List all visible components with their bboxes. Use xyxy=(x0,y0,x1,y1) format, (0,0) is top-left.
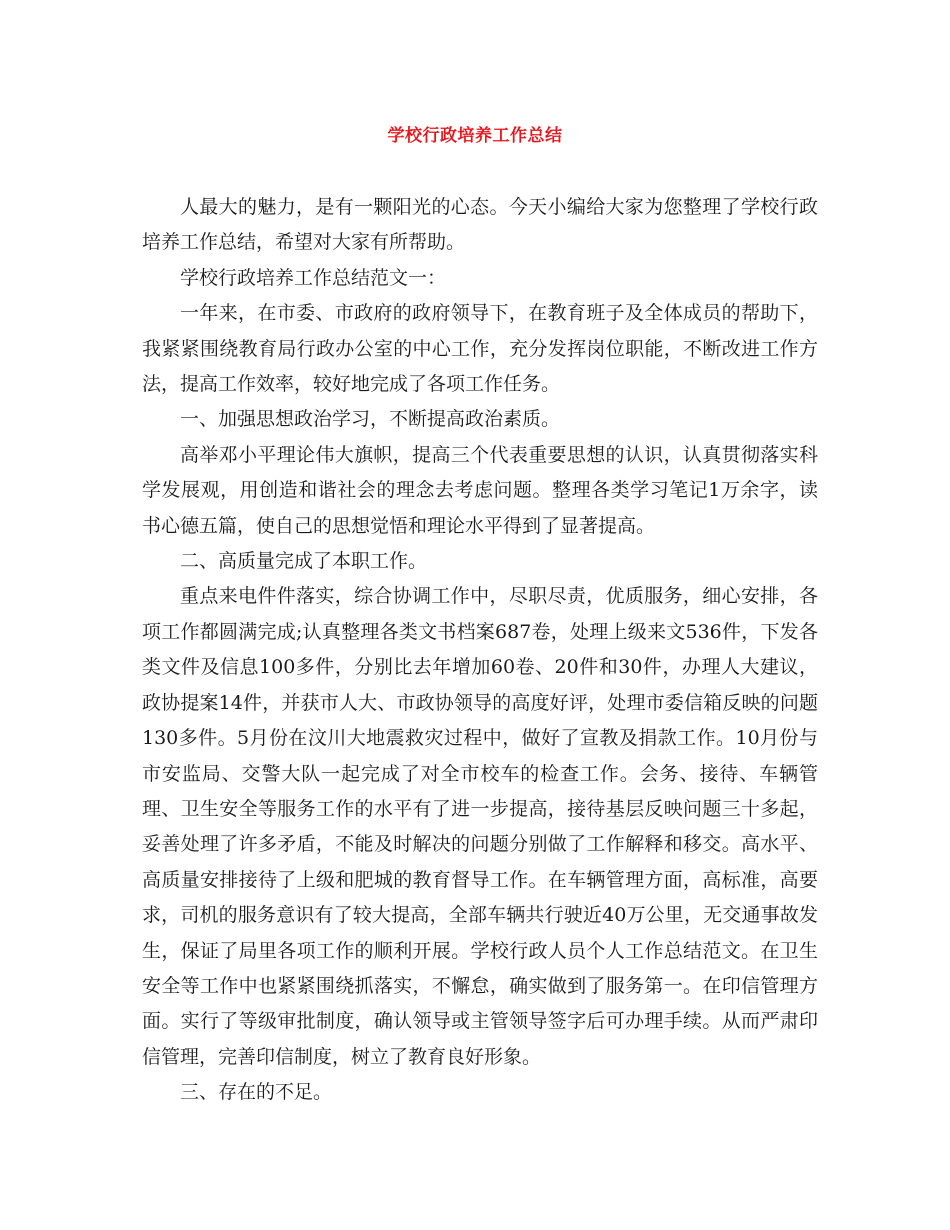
section-heading-2: 二、高质量完成了本职工作。 xyxy=(180,550,428,573)
document-title: 学校行政培养工作总结 xyxy=(387,126,563,146)
paragraph-sample-heading: 学校行政培养工作总结范文一： xyxy=(180,266,447,289)
paragraph-overview: 一年来，在市委、市政府的政府领导下，在教育班子及全体成员的帮助下，我紧紧围绕教育局行政办公室的中心工作，充分发挥岗位职能，不断改进工作方法，提高工作效率，较好地完成了各项工作任务。 xyxy=(142,302,818,396)
document-body xyxy=(142,190,818,1111)
paragraph-intro: 人最大的魅力，是有一颗阳光的心态。今天小编给大家为您整理了学校行政培养工作总结，希望对大家有所帮助。 xyxy=(142,196,818,254)
paragraph-section-1: 高举邓小平理论伟大旗帜，提高三个代表重要思想的认识，认真贯彻落实科学发展观，用创造和谐社会的理念去考虑问题。整理各类学习笔记1万余字，读书心德五篇，使自己的思想觉悟和理论水平得到了显著提高。 xyxy=(142,443,818,537)
paragraph-section-2: 重点来电件件落实，综合协调工作中，尽职尽责，优质服务，细心安排，各项工作都圆满完成;认真整理各类文书档案687卷，处理上级来文536件，下发各类文件及信息100多件，分别比去年增加60卷、20件和30件，办理人大建议，政协提案14件，并获市人大、市政协领导的高度好评，处理市委信箱反映的问题130多件。5月份在汶川大地震救灾过程中，做好了宣教及捐款工作。10月份与市安监局、交警大队一起完成了对全市校车的检查工作。会务、接待、车辆管理、卫生安全等服务工作的水平有了进一步提高，接待基层反映问题三十多起，妥善处理了许多矛盾，不能及时解决的问题分别做了工作解释和移交。高水平、高质量安排接待了上级和肥城的教育督导工作。在车辆管理方面，高标准，高要求，司机的服务意识有了较大提高，全部车辆共行驶近40万公里，无交通事故发生，保证了局里各项工作的顺利开展。学校行政人员个人工作总结范文。在卫生安全等工作中也紧紧围绕抓落实，不懈怠，确实做到了服务第一。在印信管理方面。实行了等级审批制度，确认领导或主管领导签字后可办理手续。从而严肃印信管理，完善印信制度，树立了教育良好形象。 xyxy=(142,585,818,1068)
section-heading-3: 三、存在的不足。 xyxy=(180,1081,333,1104)
section-heading-1: 一、加强思想政治学习，不断提高政治素质。 xyxy=(180,408,561,431)
